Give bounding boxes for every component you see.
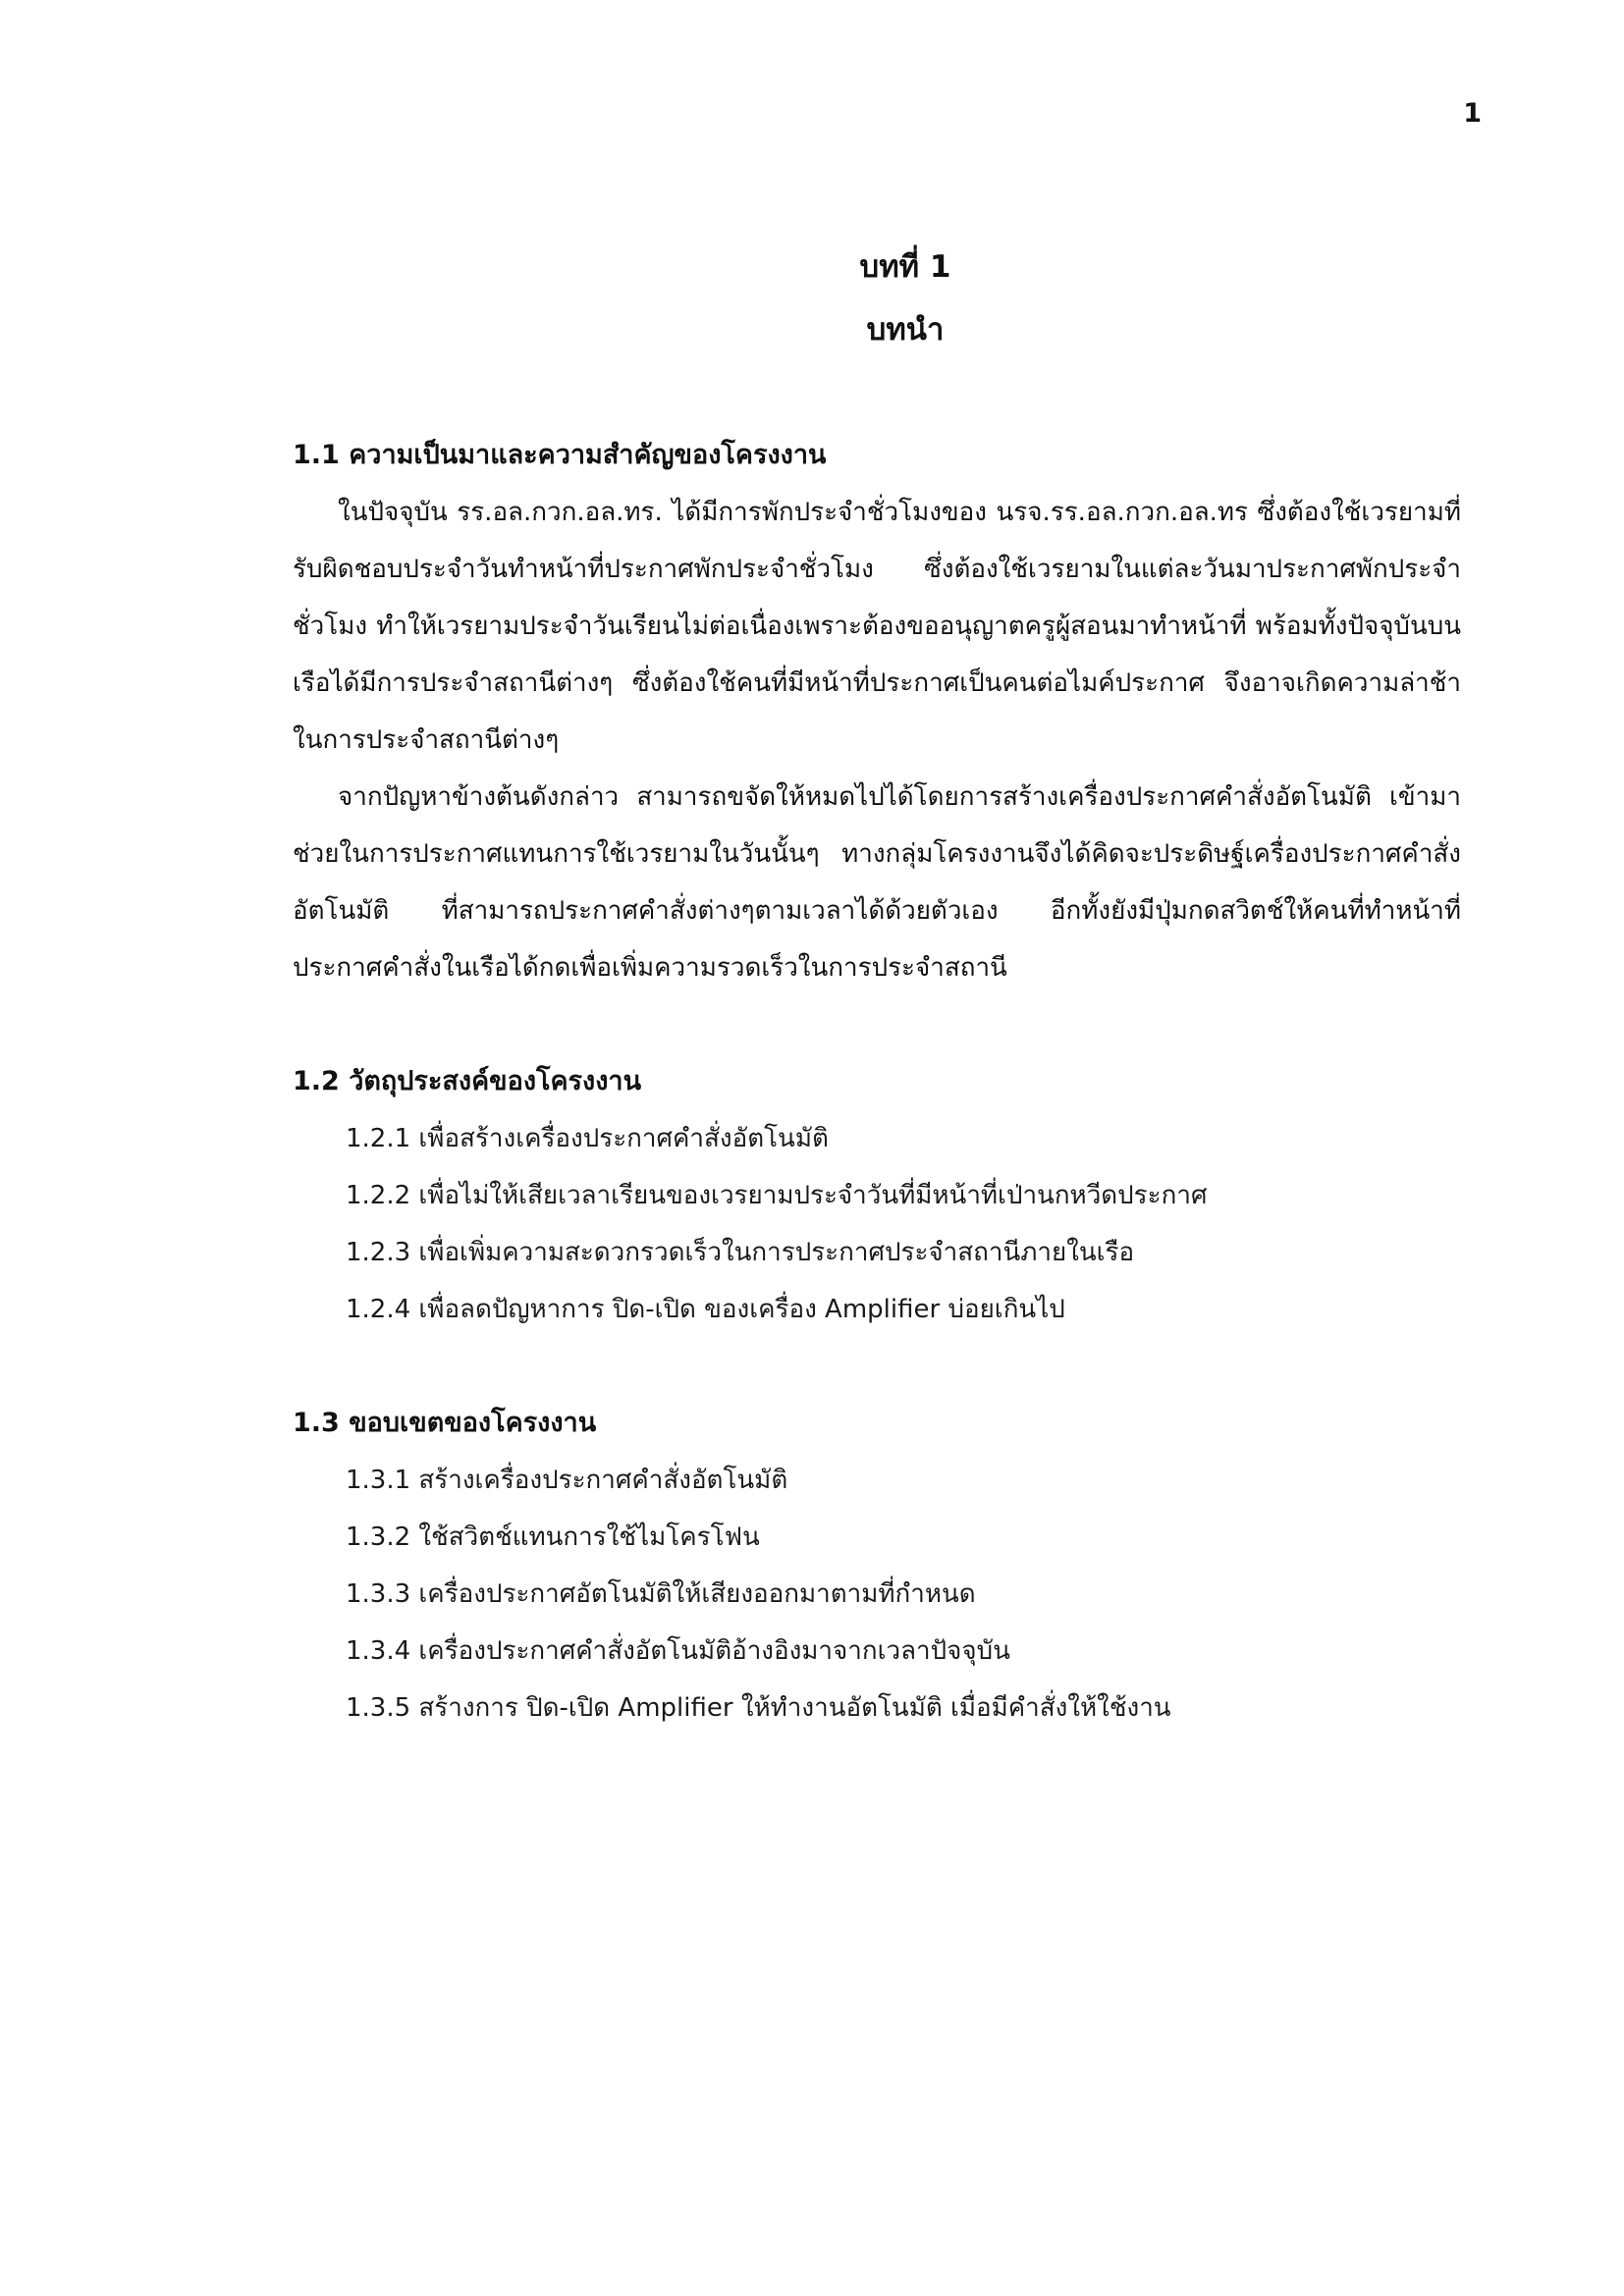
section-heading: 1.3 ขอบเขตของโครงงาน	[293, 1408, 597, 1438]
section-background	[293, 427, 1461, 996]
section-heading: 1.2 วัตถุประสงค์ของโครงงาน	[293, 1066, 642, 1096]
document-body	[293, 427, 1461, 1736]
list-item: 1.2.1 เพื่อสร้างเครื่องประกาศคำสั่งอัตโนมัติ	[346, 1124, 829, 1153]
paragraph: ในปัจจุบัน รร.อล.กวก.อล.ทร. ได้มีการพักประจำชั่วโมงของ นรจ.รร.อล.กวก.อล.ทร ซึ่งต้องใช้เวรยามที่รับผิดชอบประจำวันทำหน้าที่ประกาศพักประจำชั่วโมง ซึ่งต้องใช้เวรยามในแต่ละวันมาประกาศพักประจำชั่วโมง ทำให้เวรยามประจำวันเรียนไม่ต่อเนื่องเพราะต้องขออนุญาตครูผู้สอนมาทำหน้าที่ พร้อมทั้งปัจจุบันบนเรือได้มีการประจำสถานีต่างๆ ซึ่งต้องใช้คนที่มีหน้าที่ประกาศเป็นคนต่อไมค์ประกาศ จึงอาจเกิดความล่าช้าในการประจำสถานีต่างๆ	[293, 498, 1461, 755]
list-item: 1.3.2 ใช้สวิตช์แทนการใช้ไมโครโฟน	[346, 1522, 760, 1552]
list-item: 1.2.4 เพื่อลดปัญหาการ ปิด-เปิด ของเครื่อง Amplifier บ่อยเกินไป	[346, 1295, 1065, 1324]
chapter-header	[0, 236, 1624, 361]
section-objectives	[293, 1053, 1461, 1338]
list-item: 1.3.3 เครื่องประกาศอัตโนมัติให้เสียงออกมาตามที่กำหนด	[346, 1579, 976, 1609]
list-item: 1.2.2 เพื่อไม่ให้เสียเวลาเรียนของเวรยามประจำวันที่มีหน้าที่เป่านกหวีดประกาศ	[346, 1181, 1208, 1210]
section-heading: 1.1 ความเป็นมาและความสำคัญของโครงงาน	[293, 440, 827, 470]
list-item: 1.3.4 เครื่องประกาศคำสั่งอัตโนมัติอ้างอิงมาจากเวลาปัจจุบัน	[346, 1636, 1010, 1666]
page-number: 1	[1463, 98, 1482, 129]
list-item: 1.3.5 สร้างการ ปิด-เปิด Amplifier ให้ทำงานอัตโนมัติ เมื่อมีคำสั่งให้ใช้งาน	[346, 1693, 1171, 1723]
list-item: 1.3.1 สร้างเครื่องประกาศคำสั่งอัตโนมัติ	[346, 1466, 788, 1495]
chapter-label: บทที่ 1	[859, 249, 951, 285]
list-item: 1.2.3 เพื่อเพิ่มความสะดวกรวดเร็วในการประกาศประจำสถานีภายในเรือ	[346, 1238, 1135, 1267]
section-scope	[293, 1395, 1461, 1736]
chapter-title: บทนำ	[866, 312, 945, 347]
paragraph: จากปัญหาข้างต้นดังกล่าว สามารถขจัดให้หมดไปได้โดยการสร้างเครื่องประกาศคำสั่งอัตโนมัติ เข้ามาช่วยในการประกาศแทนการใช้เวรยามในวันนั้นๆ ทางกลุ่มโครงงานจึงได้คิดจะประดิษฐ์เครื่องประกาศคำสั่งอัตโนมัติ ที่สามารถประกาศคำสั่งต่างๆตามเวลาได้ด้วยตัวเอง อีกทั้งยังมีปุ่มกดสวิตช์ให้คนที่ทำหน้าที่ประกาศคำสั่งในเรือได้กดเพื่อเพิ่มความรวดเร็วในการประจำสถานี	[293, 782, 1461, 983]
objective-list	[293, 1110, 1461, 1338]
scope-list	[293, 1452, 1461, 1736]
